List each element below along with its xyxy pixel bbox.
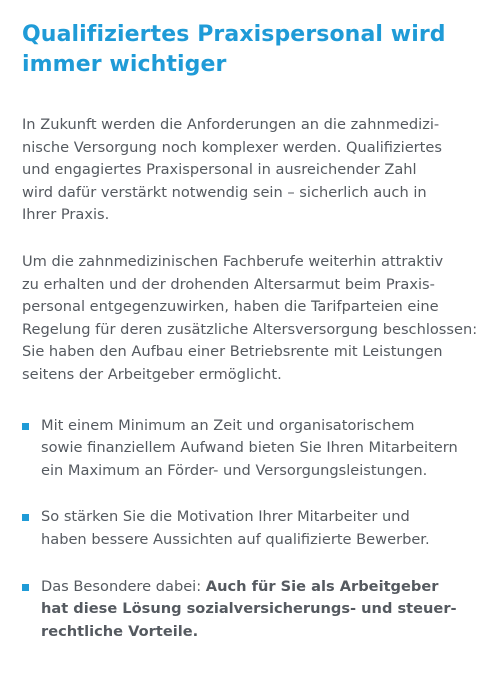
text-line — [41, 576, 482, 599]
list-item — [22, 576, 482, 644]
text-line: nische Versorgung noch komplexer werden. Qualifiziertes — [22, 138, 442, 156]
text-line: In Zukunft werden die Anforderungen an die zahnmedizi- — [22, 116, 440, 133]
square-bullet-icon — [22, 423, 29, 430]
text-line: seitens der Arbeitgeber ermöglicht. — [22, 365, 282, 383]
emphasis-text: Auch für Sie als Arbeitgeber — [205, 577, 439, 595]
list-item — [22, 506, 482, 551]
square-bullet-icon — [22, 514, 29, 521]
text-line: sowie finanziellem Aufwand bieten Sie Ihren Mitarbeitern — [41, 439, 458, 457]
lead-text: Das Besondere dabei: — [41, 577, 206, 595]
text-line: Mit einem Minimum an Zeit und organisatorischem — [41, 416, 415, 434]
list-item — [22, 415, 482, 483]
emphasis-line: rechtliche Vorteile. — [41, 622, 199, 640]
text-line: und engagiertes Praxispersonal in ausreichender Zahl — [22, 161, 417, 179]
page-title — [22, 20, 482, 80]
text-line: haben bessere Aussichten auf qualifizierte Bewerber. — [41, 530, 430, 548]
document-page — [22, 20, 482, 667]
text-line: wird dafür verstärkt notwendig sein – sicherlich auch in — [22, 183, 427, 201]
body-paragraph — [22, 251, 482, 387]
intro-paragraph — [22, 114, 482, 227]
text-line: Sie haben den Aufbau einer Betriebsrente mit Leistungen — [22, 343, 443, 361]
title-line: Qualifiziertes Praxispersonal wird — [22, 22, 446, 47]
text-line: personal entgegenzuwirken, haben die Tarifparteien eine — [22, 298, 439, 316]
emphasis-line: hat diese Lösung sozialversicherungs- und steuer- — [41, 600, 457, 618]
text-line: Um die zahnmedizinischen Fachberufe weiterhin attraktiv — [22, 252, 444, 270]
text-line: Ihrer Praxis. — [22, 206, 110, 224]
square-bullet-icon — [22, 584, 29, 591]
text-line: Regelung für deren zusätzliche Altersversorgung beschlossen: — [22, 320, 478, 338]
text-line: So stärken Sie die Motivation Ihrer Mitarbeiter und — [41, 508, 410, 526]
title-line: immer wichtiger — [22, 52, 227, 77]
benefit-list — [22, 415, 482, 644]
text-line: ein Maximum an Förder- und Versorgungsleistungen. — [41, 461, 428, 479]
text-line: zu erhalten und der drohenden Altersarmut beim Praxis- — [22, 275, 435, 293]
